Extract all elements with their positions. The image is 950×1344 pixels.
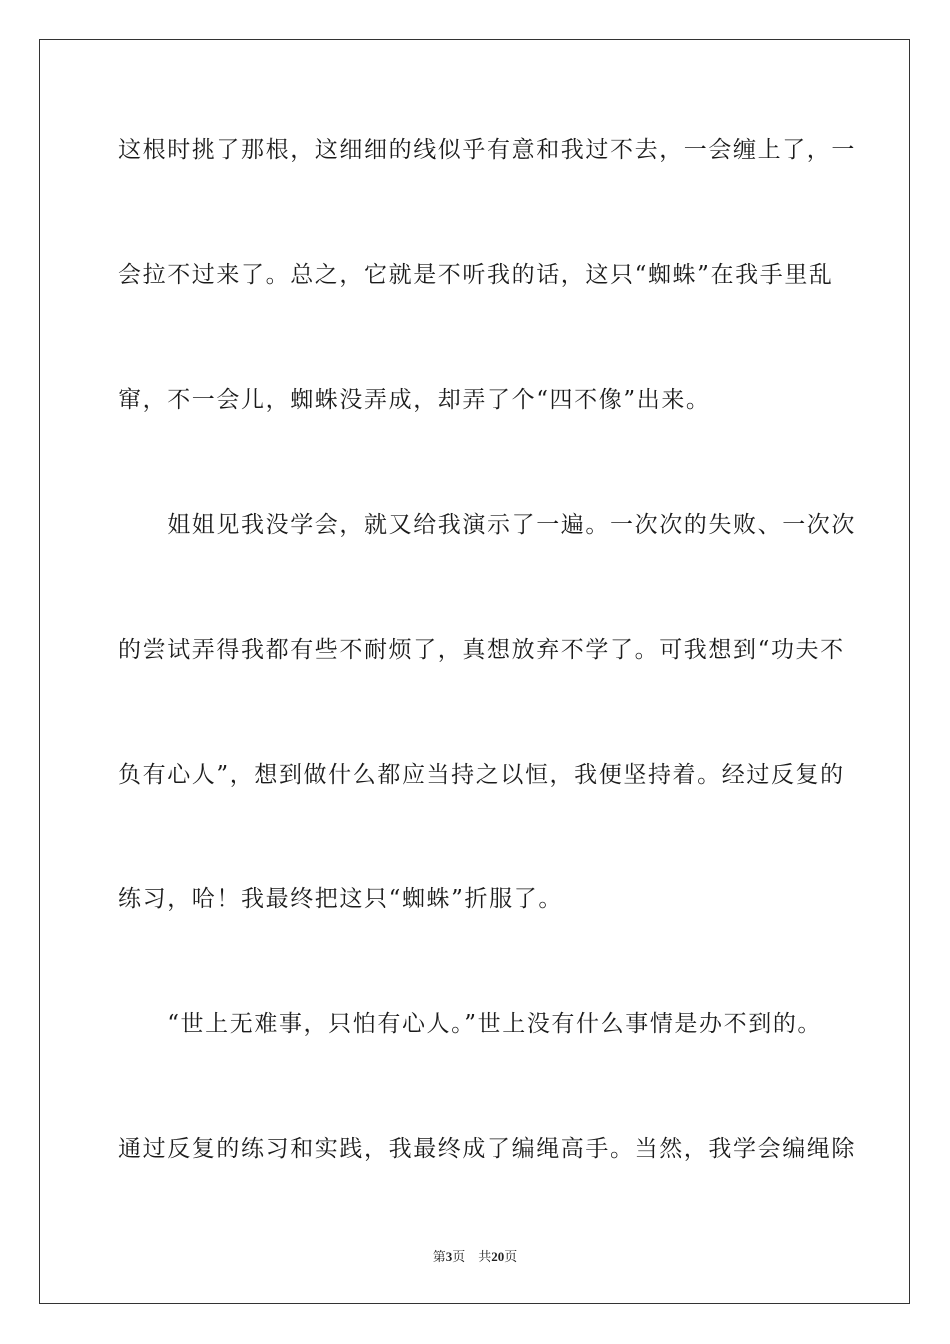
total-label-prefix: 共 (478, 1249, 492, 1264)
text-line: 姐姐见我没学会，就又给我演示了一遍。一次次的失败、一次次 (118, 512, 856, 538)
total-pages: 20 (491, 1249, 505, 1264)
text-line: 练习，哈！我最终把这只“蜘蛛”折服了。 (118, 886, 563, 912)
page-number: 3 (445, 1249, 453, 1264)
text-line: “世上无难事，只怕有心人。”世上没有什么事情是办不到的。 (118, 1011, 823, 1037)
total-label-suffix: 页 (504, 1249, 518, 1264)
page-label-suffix: 页 (452, 1249, 466, 1264)
text-line: 通过反复的练习和实践，我最终成了编绳高手。当然，我学会编绳除 (118, 1136, 856, 1162)
page-border (39, 39, 910, 1304)
text-line: 的尝试弄得我都有些不耐烦了，真想放弃不学了。可我想到“功夫不 (118, 637, 845, 663)
page-label-prefix: 第 (432, 1249, 446, 1264)
page-footer (0, 1248, 950, 1266)
text-line: 会拉不过来了。总之，它就是不听我的话，这只“蜘蛛”在我手里乱 (118, 262, 834, 288)
text-line: 负有心人”，想到做什么都应当持之以恒，我便坚持着。经过反复的 (118, 762, 845, 788)
text-line: 这根时挑了那根，这细细的线似乎有意和我过不去，一会缠上了，一 (118, 137, 856, 163)
text-line: 窜，不一会儿，蜘蛛没弄成，却弄了个“四不像”出来。 (118, 387, 711, 413)
